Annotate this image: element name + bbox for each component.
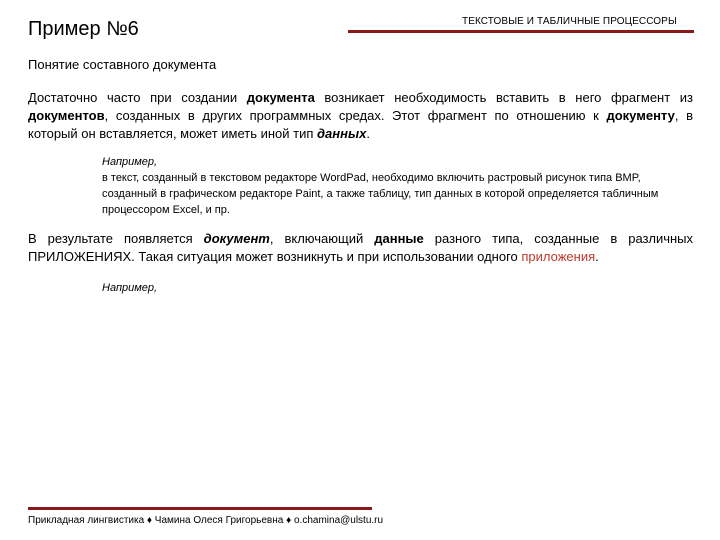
p2-text-3: разного типа, созданные в различных ПРИЛОЖЕНИЯХ. Такая ситуация может возникнуть и при использовании одного: [28, 231, 693, 264]
paragraph-1: [28, 89, 693, 143]
example-1-label: Например,: [102, 156, 158, 168]
p2-text-1: В результате появляется: [28, 231, 204, 246]
slide-title: Пример №6: [28, 18, 139, 40]
p1-text-1: Достаточно часто при создании: [28, 90, 247, 105]
p1-text-5: .: [366, 126, 370, 141]
footer-divider: [28, 507, 372, 510]
example-block-2: [102, 280, 692, 296]
paragraph-2: [28, 230, 693, 266]
p1-bold-3: документу: [606, 108, 675, 123]
p2-red-1: приложения: [521, 249, 596, 264]
p1-bold-italic-1: данных: [317, 126, 367, 141]
p1-text-3: , созданных в других программных средах. Этот фрагмент по отношению к: [104, 108, 607, 123]
example-1-text: в текст, созданный в текстовом редакторе WordPad, необходимо включить растровый рисунок типа BMP, созданный в графическом редакторе Paint, а также таблицу, тип данных в которой определяется табличным процессором Excel, и пр.: [102, 172, 659, 216]
section-title: Понятие составного документа: [28, 57, 217, 72]
p2-text-2: , включающий: [269, 231, 375, 246]
header-divider: [348, 30, 694, 33]
p1-bold-1: документа: [246, 90, 315, 105]
p2-text-4: .: [595, 249, 599, 264]
p2-italic-1: документ: [203, 231, 270, 246]
p1-text-2: возникает необходимость вставить в него фрагмент из: [314, 90, 693, 105]
example-block-1: [102, 154, 692, 218]
p1-text-4: , в который он вставляется, может иметь иной тип: [28, 108, 693, 141]
p2-bold-1: данные: [374, 231, 424, 246]
course-header-label: ТЕКСТОВЫЕ И ТАБЛИЧНЫЕ ПРОЦЕССОРЫ: [462, 16, 677, 27]
footer-credits: Прикладная лингвистика ♦ Чамина Олеся Григорьевна ♦ o.chamina@ulstu.ru: [28, 515, 384, 526]
p1-bold-2: документов: [28, 108, 105, 123]
example-2-label: Например,: [102, 282, 158, 294]
